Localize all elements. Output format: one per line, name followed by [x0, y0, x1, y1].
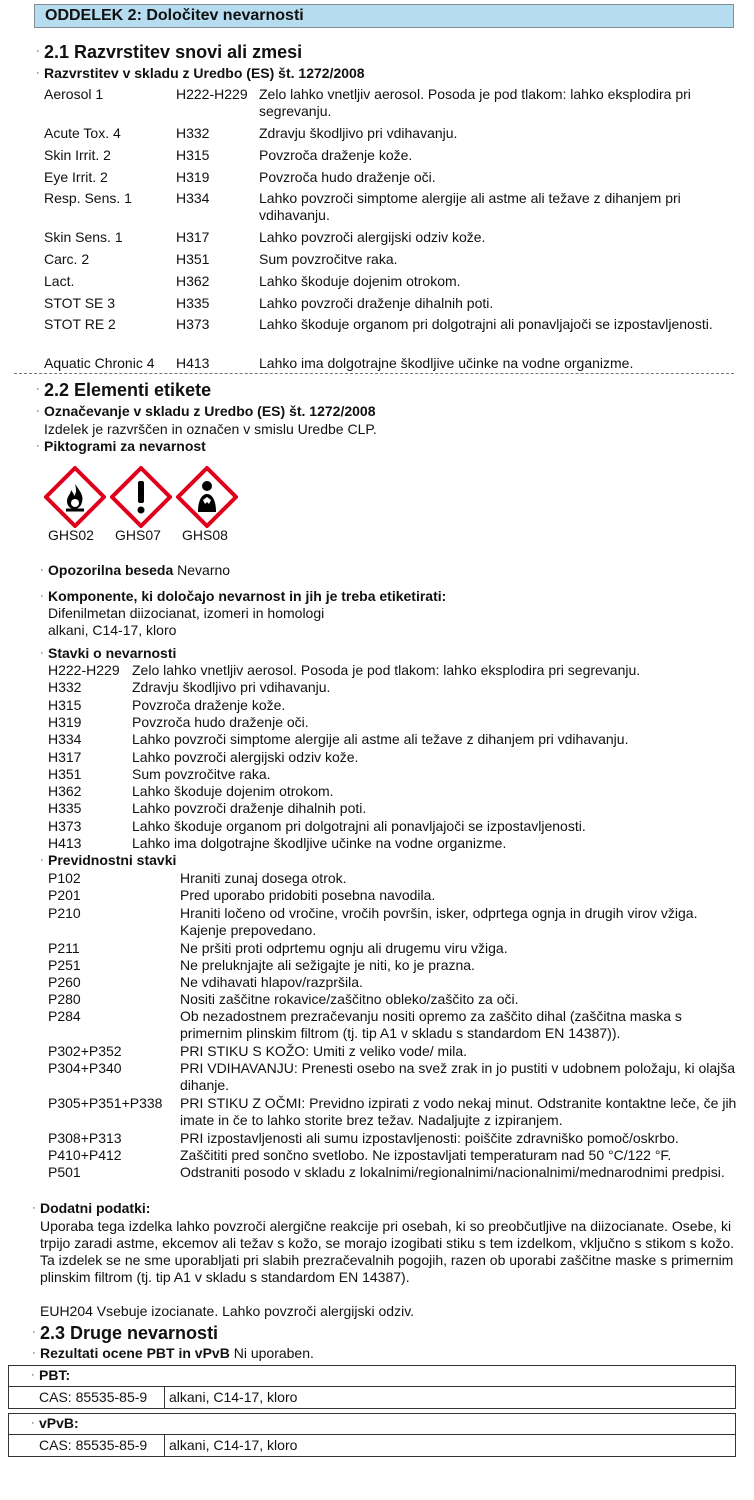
hazard-text: Zdravju škodljivo pri vdihavanju. — [259, 125, 458, 141]
precaution-code: P260 — [48, 974, 81, 990]
classification-row — [44, 229, 734, 251]
bullet-dot: · — [36, 383, 40, 395]
pbt-name: alkani, C14-17, kloro — [169, 1389, 298, 1405]
hazard-code: H362 — [176, 273, 210, 289]
precaution-text: Ne vdihavati hlapov/razpršila. — [180, 974, 363, 990]
classification-category: Acute Tox. 4 — [44, 125, 121, 141]
additional-info-text: Uporaba tega izdelka lahko povzroči alergične reakcije pri osebah, ki so preobčutljive na diizocianate. Osebe, ki trpijo zaradi astme, ekcemov ali težav s kožo, se morajo izogibati stiku s tem izdelkom, vključno s stikom s kožo. Ta izdelek se ne sme uporabljati pri slabih prezračevalnih pogojih, razen ob uporabi zaščitne maske s primernim plinskim filtrom (tj. tip A1 v skladu s standardom EN 14387). — [40, 1218, 735, 1285]
precaution-text: Zaščititi pred sončno svetlobo. Ne izpostavljati temperaturam nad 50 °C/122 °F. — [180, 1147, 672, 1163]
precaution-text: Odstraniti posodo v skladu z lokalnimi/regionalnimi/nacionalnimi/mednarodnimi predpisi. — [180, 1164, 725, 1180]
hazard-code: H362 — [48, 783, 82, 800]
hazard-text: Lahko škoduje dojenim otrokom. — [132, 783, 334, 800]
hazard-text: Lahko povzroči draženje dihalnih poti. — [259, 295, 494, 311]
bullet-dot: · — [36, 67, 40, 79]
classification-category: Carc. 2 — [44, 251, 90, 267]
classification-subheading: Razvrstitev v skladu z Uredbo (ES) št. 1272/2008 — [44, 65, 365, 81]
bullet-dot: · — [31, 1417, 35, 1429]
precaution-code: P284 — [48, 1008, 81, 1024]
heading-2-3: 2.3 Druge nevarnosti — [40, 1323, 219, 1343]
hazard-statements-heading: Stavki o nevarnosti — [48, 645, 177, 661]
hazard-text: Sum povzročitve raka. — [259, 251, 398, 267]
precaution-code: P210 — [48, 905, 81, 921]
section-header — [34, 4, 734, 28]
classification-row — [44, 251, 734, 273]
bullet-dot: · — [40, 854, 44, 866]
hazard-text: Zelo lahko vnetljiv aerosol. Posoda je pod tlakom: lahko eksplodira pri segrevanju. — [259, 86, 691, 119]
component-item: alkani, C14-17, kloro — [48, 622, 177, 638]
precaution-text: PRI VDIHAVANJU: Prenesti osebo na svež zrak in jo pustiti v udobnem položaju, ki olajša dihanje. — [180, 1060, 736, 1093]
table-divider — [164, 1386, 165, 1408]
hazard-code: H315 — [176, 147, 210, 163]
table-divider — [9, 1386, 735, 1387]
classification-category: Skin Irrit. 2 — [44, 147, 111, 163]
flame-icon — [44, 466, 106, 528]
vpvb-name: alkani, C14-17, kloro — [169, 1437, 298, 1453]
labelling-text: Izdelek je razvrščen in označen v smislu Uredbe CLP. — [44, 421, 377, 437]
classification-category: Resp. Sens. 1 — [44, 190, 132, 206]
vpvb-title: vPvB: — [39, 1415, 79, 1431]
precaution-text: Ne preluknjajte ali sežigajte je niti, ko je prazna. — [180, 957, 475, 973]
section-title: ODDELEK 2: Določitev nevarnosti — [45, 7, 304, 24]
hazard-code: H413 — [176, 355, 210, 371]
classification-category: Skin Sens. 1 — [44, 229, 123, 245]
bullet-dot: · — [40, 590, 44, 602]
hazard-text: Sum povzročitve raka. — [132, 765, 271, 782]
pictograms-heading: Piktogrami za nevarnost — [44, 438, 206, 454]
hazard-code: H222-H229 — [176, 86, 248, 102]
classification-category: STOT SE 3 — [44, 295, 116, 311]
hazard-text: Povzroča draženje kože. — [259, 147, 413, 163]
precaution-code: P308+P313 — [48, 1130, 122, 1146]
hazard-text: Povzroča hudo draženje oči. — [132, 713, 309, 730]
bullet-dot: · — [40, 564, 44, 576]
labelling-heading: Označevanje v skladu z Uredbo (ES) št. 1272/2008 — [44, 403, 376, 419]
hazard-text: Lahko škoduje dojenim otrokom. — [259, 273, 461, 289]
precaution-text: Hraniti ločeno od vročine, vročih površin, isker, odprtega ognja in drugih virov vžiga. Kajenje prepovedano. — [180, 905, 698, 938]
precaution-text: PRI STIKU Z OČMI: Previdno izpirati z vodo nekaj minut. Odstranite kontaktne leče, če jih imate in če to lahko storite brez težav. Nadaljujte z izpiranjem. — [180, 1095, 737, 1128]
classification-category: Aquatic Chronic 4 — [44, 355, 155, 371]
hazard-text: Lahko škoduje organom pri dolgotrajni ali ponavljajoči se izpostavljenosti. — [259, 316, 713, 332]
classification-row — [44, 295, 734, 317]
precaution-text: Hraniti zunaj dosega otrok. — [180, 870, 347, 886]
classification-category: STOT RE 2 — [44, 316, 116, 332]
bullet-dot: · — [36, 440, 40, 452]
hazard-text: Lahko povzroči simptome alergije ali astme ali težave z dihanjem pri vdihavanju. — [259, 190, 681, 223]
table-divider — [9, 1434, 735, 1435]
heading-2-1: 2.1 Razvrstitev snovi ali zmesi — [44, 42, 303, 62]
hazard-text: Povzroča draženje kože. — [132, 696, 286, 713]
pictogram-code-ghs07: GHS07 — [115, 527, 161, 543]
precaution-text: Nositi zaščitne rokavice/zaščitno obleko/zaščito za oči. — [180, 991, 519, 1007]
hazard-text: Lahko ima dolgotrajne škodljive učinke na vodne organizme. — [259, 355, 634, 371]
hazard-code: H315 — [48, 696, 82, 713]
precaution-code: P102 — [48, 870, 81, 886]
classification-row — [44, 169, 734, 191]
bullet-dot: · — [36, 405, 40, 417]
hazard-code: H373 — [176, 316, 210, 332]
classification-category: Aerosol 1 — [44, 86, 104, 102]
precaution-code: P501 — [48, 1164, 81, 1180]
hazard-text: Povzroča hudo draženje oči. — [259, 169, 436, 185]
hazard-text: Zdravju škodljivo pri vdihavanju. — [132, 679, 331, 696]
precautionary-heading: Previdnostni stavki — [48, 852, 177, 868]
hazard-text: Zelo lahko vnetljiv aerosol. Posoda je pod tlakom: lahko eksplodira pri segrevanju. — [132, 662, 641, 678]
classification-category: Eye Irrit. 2 — [44, 169, 108, 185]
hazard-code: H319 — [48, 713, 82, 730]
additional-info-heading: Dodatni podatki: — [40, 1200, 151, 1216]
hazard-text: Lahko ima dolgotrajne škodljive učinke na vodne organizme. — [132, 835, 507, 851]
pbt-result-value: Ni uporaben. — [233, 1345, 314, 1361]
component-item: Difenilmetan diizocianat, izomeri in homologi — [48, 605, 325, 621]
hazard-code: H317 — [176, 229, 210, 245]
hazard-text: Lahko povzroči simptome alergije ali astme ali težave z dihanjem pri vdihavanju. — [132, 731, 629, 748]
precaution-code: P201 — [48, 887, 81, 903]
hazard-text: Lahko povzroči alergijski odziv kože. — [132, 748, 359, 765]
precaution-text: PRI izpostavljenosti ali sumu izpostavljenosti: poiščite zdravniško pomoč/oskrbo. — [180, 1130, 679, 1146]
vpvb-table — [8, 1413, 736, 1457]
pbt-cas: CAS: 85535-85-9 — [39, 1389, 148, 1405]
hazard-text: Lahko povzroči alergijski odziv kože. — [259, 229, 486, 245]
components-heading: Komponente, ki določajo nevarnost in jih je treba etiketirati: — [48, 588, 447, 604]
hazard-code: H222-H229 — [48, 662, 120, 678]
precaution-code: P302+P352 — [48, 1043, 122, 1059]
hazard-code: H332 — [48, 679, 82, 696]
hazard-code: H334 — [48, 731, 82, 748]
signal-word-line — [48, 562, 230, 578]
bullet-dot: · — [32, 1347, 36, 1359]
precaution-code: P251 — [48, 957, 81, 973]
exclamation-icon — [110, 466, 172, 528]
classification-category: Lact. — [44, 273, 75, 289]
classification-row — [44, 273, 734, 295]
hazard-text: Lahko škoduje organom pri dolgotrajni ali ponavljajoči se izpostavljenosti. — [132, 817, 586, 834]
classification-row — [44, 316, 734, 338]
signal-word-label: Opozorilna beseda — [48, 562, 174, 578]
health-hazard-icon — [176, 466, 238, 528]
hazard-code: H351 — [48, 765, 82, 782]
classification-row — [44, 190, 734, 223]
classification-row — [44, 125, 734, 147]
heading-2-2: 2.2 Elementi etikete — [44, 380, 212, 400]
euh-statement: EUH204 Vsebuje izocianate. Lahko povzroči alergijski odziv. — [40, 1303, 415, 1319]
signal-word-value: Nevarno — [177, 562, 231, 578]
precaution-text: Ob nezadostnem prezračevanju nositi opremo za zaščito dihal (zaščitna maska s primernim plinskim filtrom (tj. tip A1 v skladu s standardom EN 14387)). — [180, 1008, 682, 1041]
hazard-code: H335 — [176, 295, 210, 311]
hazard-code: H317 — [48, 748, 82, 765]
table-divider — [164, 1434, 165, 1456]
bullet-dot: · — [32, 1326, 36, 1338]
precaution-text: PRI STIKU S KOŽO: Umiti z veliko vode/ mila. — [180, 1043, 468, 1059]
bullet-dot: · — [32, 1202, 36, 1214]
classification-row — [44, 147, 734, 169]
hazard-code: H351 — [176, 251, 210, 267]
dashed-divider — [14, 373, 734, 374]
hazard-code: H319 — [176, 169, 210, 185]
classification-row — [44, 86, 734, 119]
bullet-dot: · — [36, 45, 40, 57]
vpvb-cas: CAS: 85535-85-9 — [39, 1437, 148, 1453]
pbt-result-line — [40, 1345, 314, 1361]
precaution-code: P305+P351+P338 — [48, 1095, 163, 1111]
bullet-dot: · — [40, 647, 44, 659]
bullet-dot: · — [31, 1369, 35, 1381]
precaution-text: Pred uporabo pridobiti posebna navodila. — [180, 887, 436, 903]
pbt-table — [8, 1365, 736, 1409]
pictogram-code-ghs08: GHS08 — [182, 527, 228, 543]
precaution-code: P304+P340 — [48, 1060, 122, 1076]
hazard-code: H334 — [176, 190, 210, 206]
precaution-code: P280 — [48, 991, 81, 1007]
hazard-text: Lahko povzroči draženje dihalnih poti. — [132, 800, 367, 817]
pbt-result-label: Rezultati ocene PBT in vPvB — [40, 1345, 230, 1361]
pbt-title: PBT: — [39, 1367, 71, 1383]
hazard-code: H332 — [176, 125, 210, 141]
precaution-code: P211 — [48, 940, 80, 956]
hazard-code: H413 — [48, 835, 82, 851]
hazard-code: H373 — [48, 817, 82, 834]
hazard-code: H335 — [48, 800, 82, 817]
precaution-code: P410+P412 — [48, 1147, 122, 1163]
pictogram-code-ghs02: GHS02 — [48, 527, 94, 543]
precaution-text: Ne pršiti proti odprtemu ognju ali drugemu viru vžiga. — [180, 940, 508, 956]
